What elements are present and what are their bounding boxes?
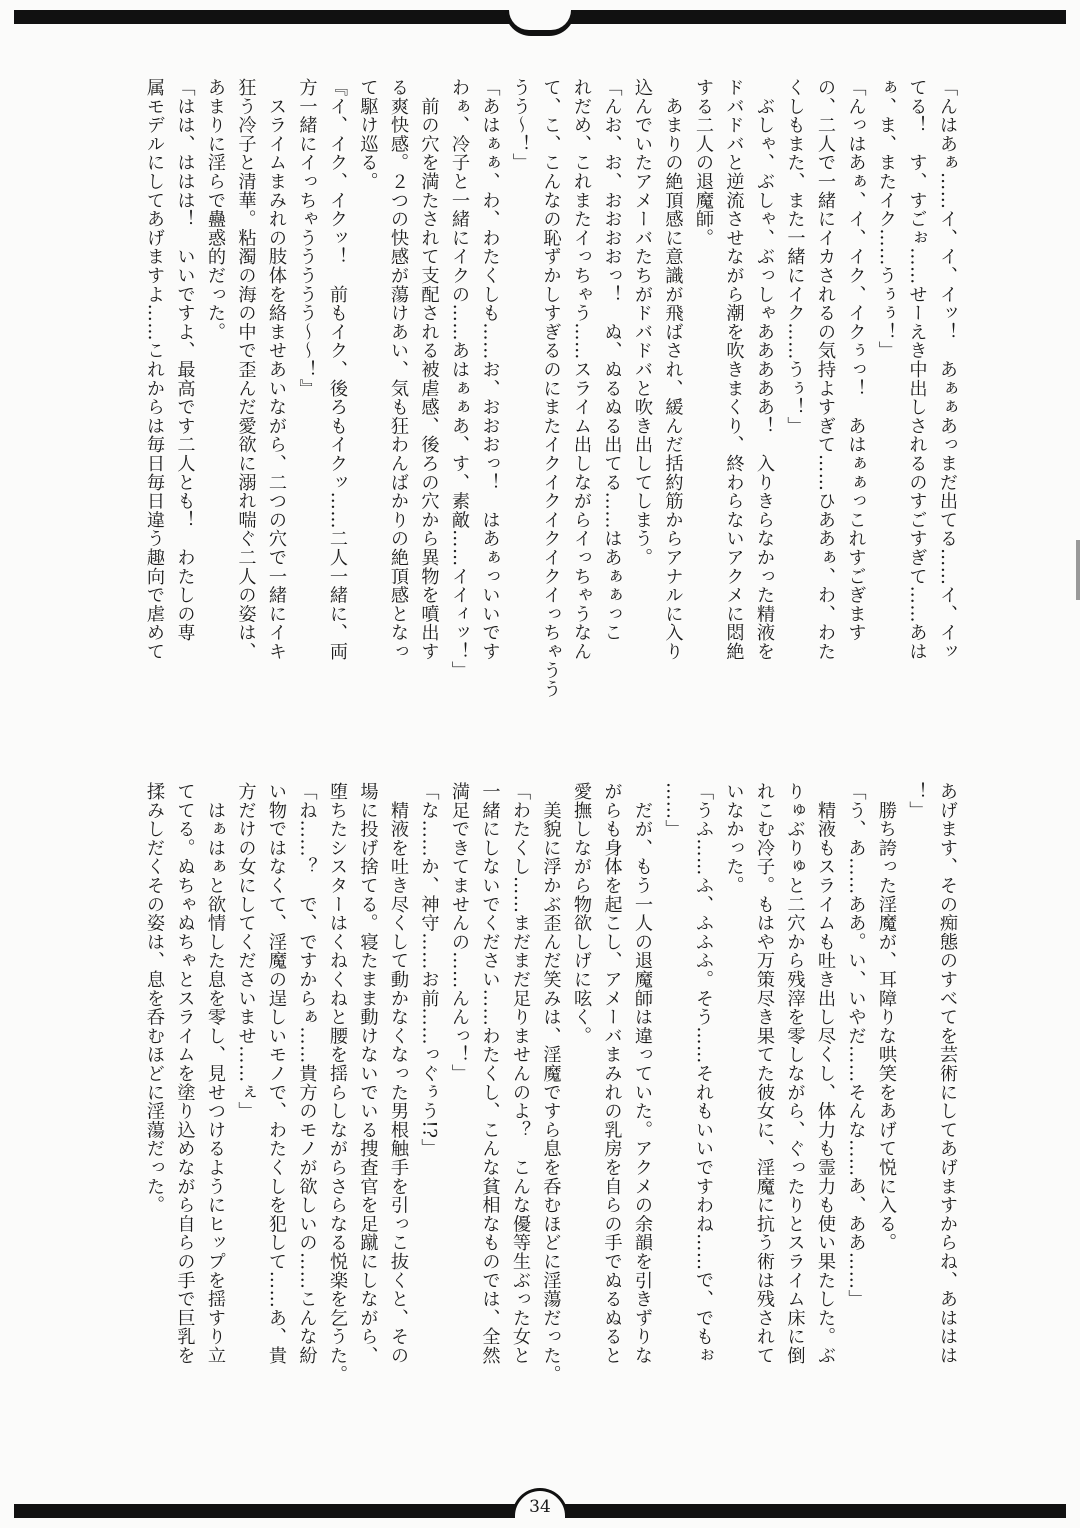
text-column: て、こ、こんなの恥ずかしすぎるのにまたイクイクイクイクイっちゃうう bbox=[540, 78, 562, 699]
page-number: 34 bbox=[512, 1488, 568, 1518]
text-column: 一緒にしないでください……わたくし、こんな貧相なものでは、全然 bbox=[479, 782, 501, 1365]
text-column: くしもまた、また一緒にイク……うぅ！」 bbox=[784, 78, 806, 436]
text-column: 「んお、お、おおおおっ！ ぬ、ぬるぬる出てる……はあぁぁっこ bbox=[601, 78, 623, 642]
text-column: ててる。ぬちゃぬちゃとスライムを塗り込めながら自らの手で巨乳を bbox=[174, 782, 196, 1365]
text-column: うう〜！」 bbox=[510, 78, 531, 172]
text-column: だが、もう一人の退魔師は違っていた。アクメの余韻を引きずりな bbox=[632, 782, 653, 1365]
text-block-lower bbox=[139, 782, 963, 1422]
text-column: 揉みしだくその姿は、息を呑むほどに淫蕩だった。 bbox=[144, 782, 165, 1215]
text-column: 属モデルにしてあげますよ……これからは毎日毎日違う趣向で虐めて bbox=[144, 78, 165, 661]
text-block-upper bbox=[139, 78, 963, 698]
text-column: てる！ す、すごぉ……せーえき中出しされるのすごすぎて……あは bbox=[906, 78, 928, 661]
text-column: する二人の退魔師。 bbox=[693, 78, 714, 248]
text-column: あまりに淫らで蠱惑的だった。 bbox=[205, 78, 226, 342]
text-column: いなかった。 bbox=[723, 782, 745, 895]
text-column: ぶしゃ、ぶしゃ、ぶっしゃあああああ！ 入りきらなかった精液を bbox=[754, 78, 775, 661]
text-column: 「な……か、神守……お前……っぐぅう!?」 bbox=[418, 782, 440, 1158]
text-column: 美貌に浮かぶ歪んだ笑みは、淫魔ですら息を呑むほどに淫蕩だった。 bbox=[540, 782, 562, 1384]
text-column: はぁはぁと欲情した息を零し、見せつけるようにヒップを揺すり立 bbox=[205, 782, 226, 1365]
text-column: 「んっはあぁ、イ、イク、イクぅっ！ あはぁぁっこれすごぎます bbox=[845, 78, 867, 642]
text-column: 精液を吐き尽くして動かなくなった男根触手を引っこ抜くと、その bbox=[388, 782, 409, 1365]
text-column: れだめ、これまたイっちゃう……スライム出しながらイっちゃうなん bbox=[571, 78, 592, 661]
text-column: 精液もスライムも吐き出し尽くし、体力も霊力も使い果たした。ぶ bbox=[815, 782, 836, 1365]
text-column: 込んでいたアメーバたちがドバドバと吹き出してしまう。 bbox=[632, 78, 653, 567]
text-column: の、二人で一緒にイカされるの気持よすぎて……ひああぁ、わ、わた bbox=[815, 78, 836, 661]
text-column: て駆け巡る。 bbox=[357, 78, 379, 191]
text-column: 「わたくし……まだまだ足りませんのよ？ こんな優等生ぶった女と bbox=[510, 782, 531, 1365]
text-column: わぁ、冷子と一緒にイクの……あはぁぁあ、す、素敵……イイィッ！」 bbox=[449, 78, 470, 680]
text-column: ……」 bbox=[662, 782, 684, 839]
text-column: る爽快感。２つの快感が蕩けあい、気も狂わんばかりの絶頂感となっ bbox=[388, 78, 409, 661]
text-column: 方だけの女にしてくださいませ……ぇ」 bbox=[235, 782, 257, 1121]
text-column: 「うふ……ふ、ふふふ。そう……それもいいですわね……で、でもぉ bbox=[693, 782, 714, 1365]
text-column: 愛撫しながら物欲しげに呟く。 bbox=[571, 782, 592, 1046]
text-column: 『イ、イク、イクッ！ 前もイク、後ろもイクッ……二人一緒に、両 bbox=[327, 78, 348, 661]
text-column: がらも身体を起こし、アメーバまみれの乳房を自らの手でぬるぬると bbox=[601, 782, 623, 1365]
text-column: りゅぶりゅと二穴から残滓を零しながら、ぐったりとスライム床に倒 bbox=[784, 782, 806, 1365]
text-column: ドバドバと逆流させながら潮を吹きまくり、終わらないアクメに悶絶 bbox=[723, 78, 745, 661]
text-column: 「はは、ははは！ いいですよ、最高です二人とも！ わたしの専 bbox=[174, 78, 196, 642]
text-column: ！」 bbox=[906, 782, 928, 820]
text-column: 「う、あ……ああ。い、いやだ……そんな……あ、ああ……」 bbox=[845, 782, 867, 1309]
text-column: 「ね……？ で、ですからぁ……貴方のモノが欲しいの……こんな紛 bbox=[296, 782, 318, 1365]
page-edge-mark bbox=[1076, 540, 1080, 600]
text-column: 場に投げ捨てる。寝たまま動けないでいる捜査官を足蹴にしながら、 bbox=[357, 782, 379, 1365]
text-column: 前の穴を満たされて支配される被虐感、後ろの穴から異物を噴出す bbox=[418, 78, 440, 661]
text-column: あげます、その痴態のすべてを芸術にしてあげますからね、あははは bbox=[937, 782, 958, 1365]
text-column: ぁ、ま、またイク……うぅぅ！」 bbox=[876, 78, 897, 360]
text-column: 勝ち誇った淫魔が、耳障りな哄笑をあげて悦に入る。 bbox=[876, 782, 897, 1252]
text-column: あまりの絶頂感に意識が飛ばされ、緩んだ括約筋からアナルに入り bbox=[662, 78, 684, 661]
text-column: 狂う冷子と清華。粘濁の海の中で歪んだ愛欲に溺れ喘ぐ二人の姿は、 bbox=[235, 78, 257, 661]
text-column: 堕ちたシスターはくねくねと腰を揺らしながらさらなる悦楽を乞うた。 bbox=[327, 782, 348, 1384]
text-column: れこむ冷子。もはや万策尽き果てた彼女に、淫魔に抗う術は残されて bbox=[754, 782, 775, 1365]
text-column: 「んはあぁ……イ、イ、イッ！ あぁぁあっまだ出てる……イ、イッ bbox=[937, 78, 958, 661]
text-column: スライムまみれの肢体を絡ませあいながら、二つの穴で一緒にイキ bbox=[266, 78, 287, 661]
text-column: 「あはぁぁ、わ、わたくしも……お、おおおっ！ はあぁっいいです bbox=[479, 78, 501, 661]
text-column: 方一緒にイっちゃううううう〜〜！』 bbox=[296, 78, 318, 398]
text-column: 満足できてませんの……んんっ！」 bbox=[449, 782, 470, 1083]
text-column: い物ではなくて、淫魔の逞しいモノで、わたくしを犯して……あ、貴 bbox=[266, 782, 287, 1365]
header-ornament bbox=[505, 10, 575, 36]
